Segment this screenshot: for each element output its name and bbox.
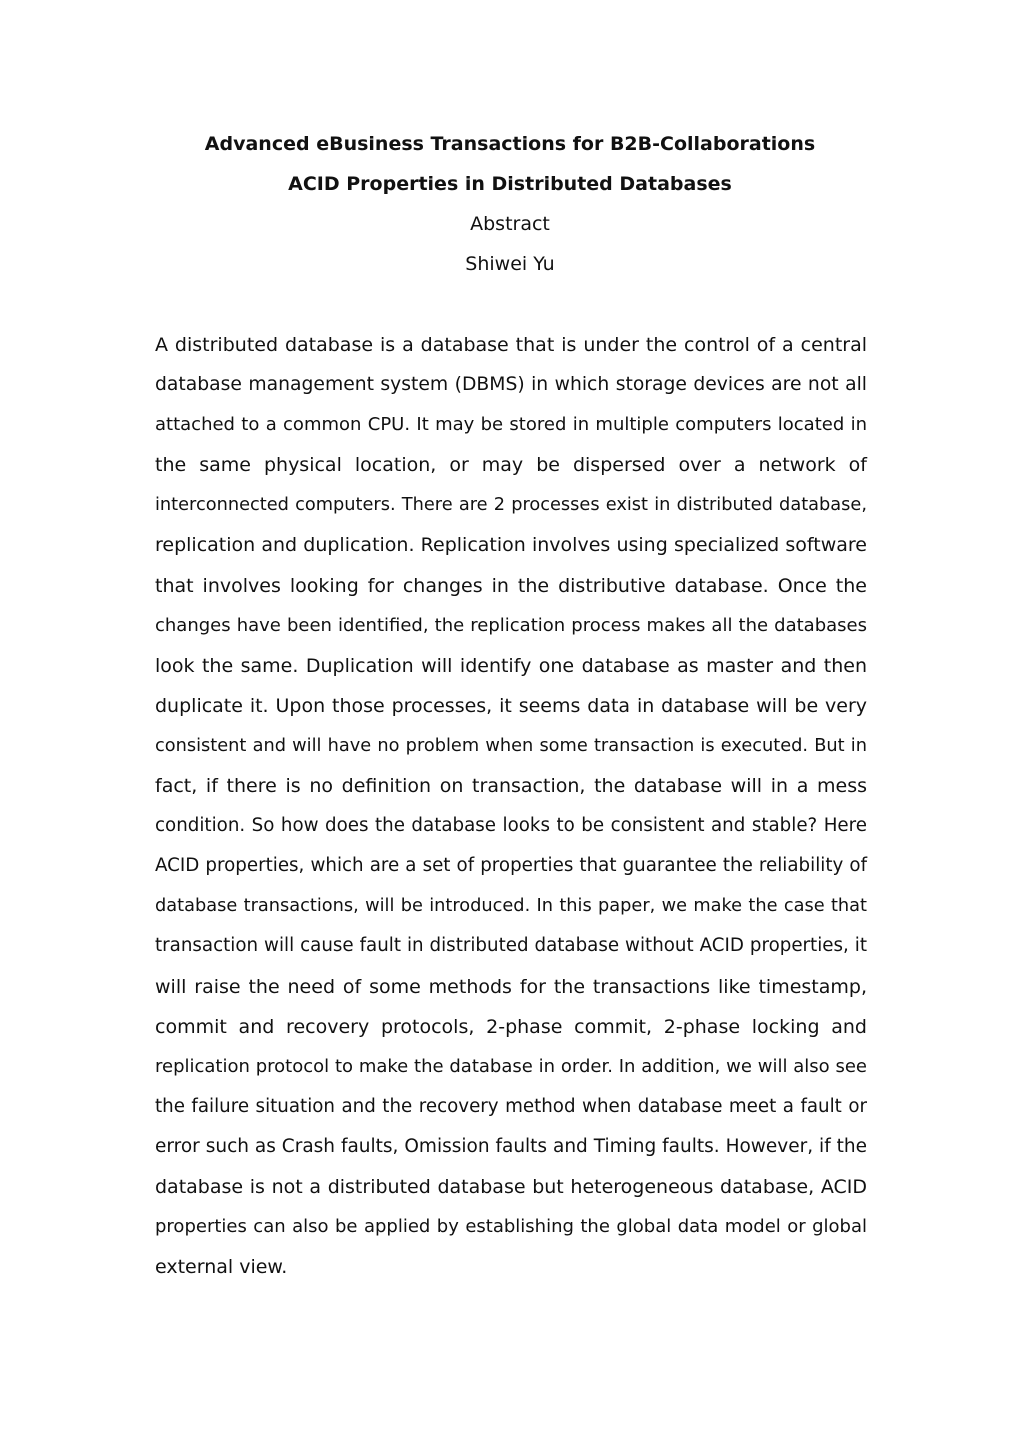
abstract-line: attached to a common CPU. It may be stored in multiple computers located in	[155, 414, 867, 436]
abstract-line: interconnected computers. There are 2 processes exist in distributed database,	[155, 495, 867, 516]
author-name: Shiwei Yu	[465, 253, 555, 275]
abstract-line: properties can also be applied by establishing the global data model or global	[155, 1216, 867, 1238]
document-subtitle: ACID Properties in Distributed Databases	[288, 173, 732, 195]
abstract-line: duplicate it. Upon those processes, it seems data in database will be very	[155, 694, 867, 717]
section-label-abstract: Abstract	[470, 213, 550, 235]
abstract-paragraph	[155, 325, 867, 1287]
abstract-line: look the same. Duplication will identify one database as master and then	[155, 654, 867, 677]
abstract-line: fact, if there is no definition on transaction, the database will in a mess	[155, 775, 867, 798]
abstract-line: that involves looking for changes in the distributive database. Once the	[155, 574, 867, 597]
abstract-line: the same physical location, or may be dispersed over a network of	[155, 454, 867, 477]
abstract-line: will raise the need of some methods for the transactions like timestamp,	[155, 975, 867, 998]
abstract-line-last: external view.	[155, 1256, 288, 1279]
abstract-line: replication and duplication. Replication involves using specialized software	[155, 534, 867, 557]
abstract-line: commit and recovery protocols, 2-phase commit, 2-phase locking and	[155, 1015, 867, 1038]
abstract-line: A distributed database is a database that is under the control of a central	[155, 334, 867, 356]
abstract-line: condition. So how does the database looks to be consistent and stable? Here	[155, 815, 867, 837]
abstract-line: ACID properties, which are a set of properties that guarantee the reliability of	[155, 855, 867, 877]
abstract-line: error such as Crash faults, Omission faults and Timing faults. However, if the	[155, 1135, 867, 1157]
abstract-line: consistent and will have no problem when some transaction is executed. But in	[155, 735, 867, 756]
abstract-line: database transactions, will be introduced. In this paper, we make the case that	[155, 896, 867, 917]
document-title: Advanced eBusiness Transactions for B2B-Collaborations	[204, 133, 816, 155]
abstract-line: database is not a distributed database but heterogeneous database, ACID	[155, 1175, 867, 1198]
abstract-line: the failure situation and the recovery method when database meet a fault or	[155, 1095, 867, 1117]
abstract-line: database management system (DBMS) in which storage devices are not all	[155, 374, 867, 396]
abstract-line: changes have been identified, the replication process makes all the databases	[155, 614, 867, 636]
abstract-line: replication protocol to make the database in order. In addition, we will also see	[155, 1055, 867, 1077]
abstract-line: transaction will cause fault in distributed database without ACID properties, it	[155, 935, 867, 957]
